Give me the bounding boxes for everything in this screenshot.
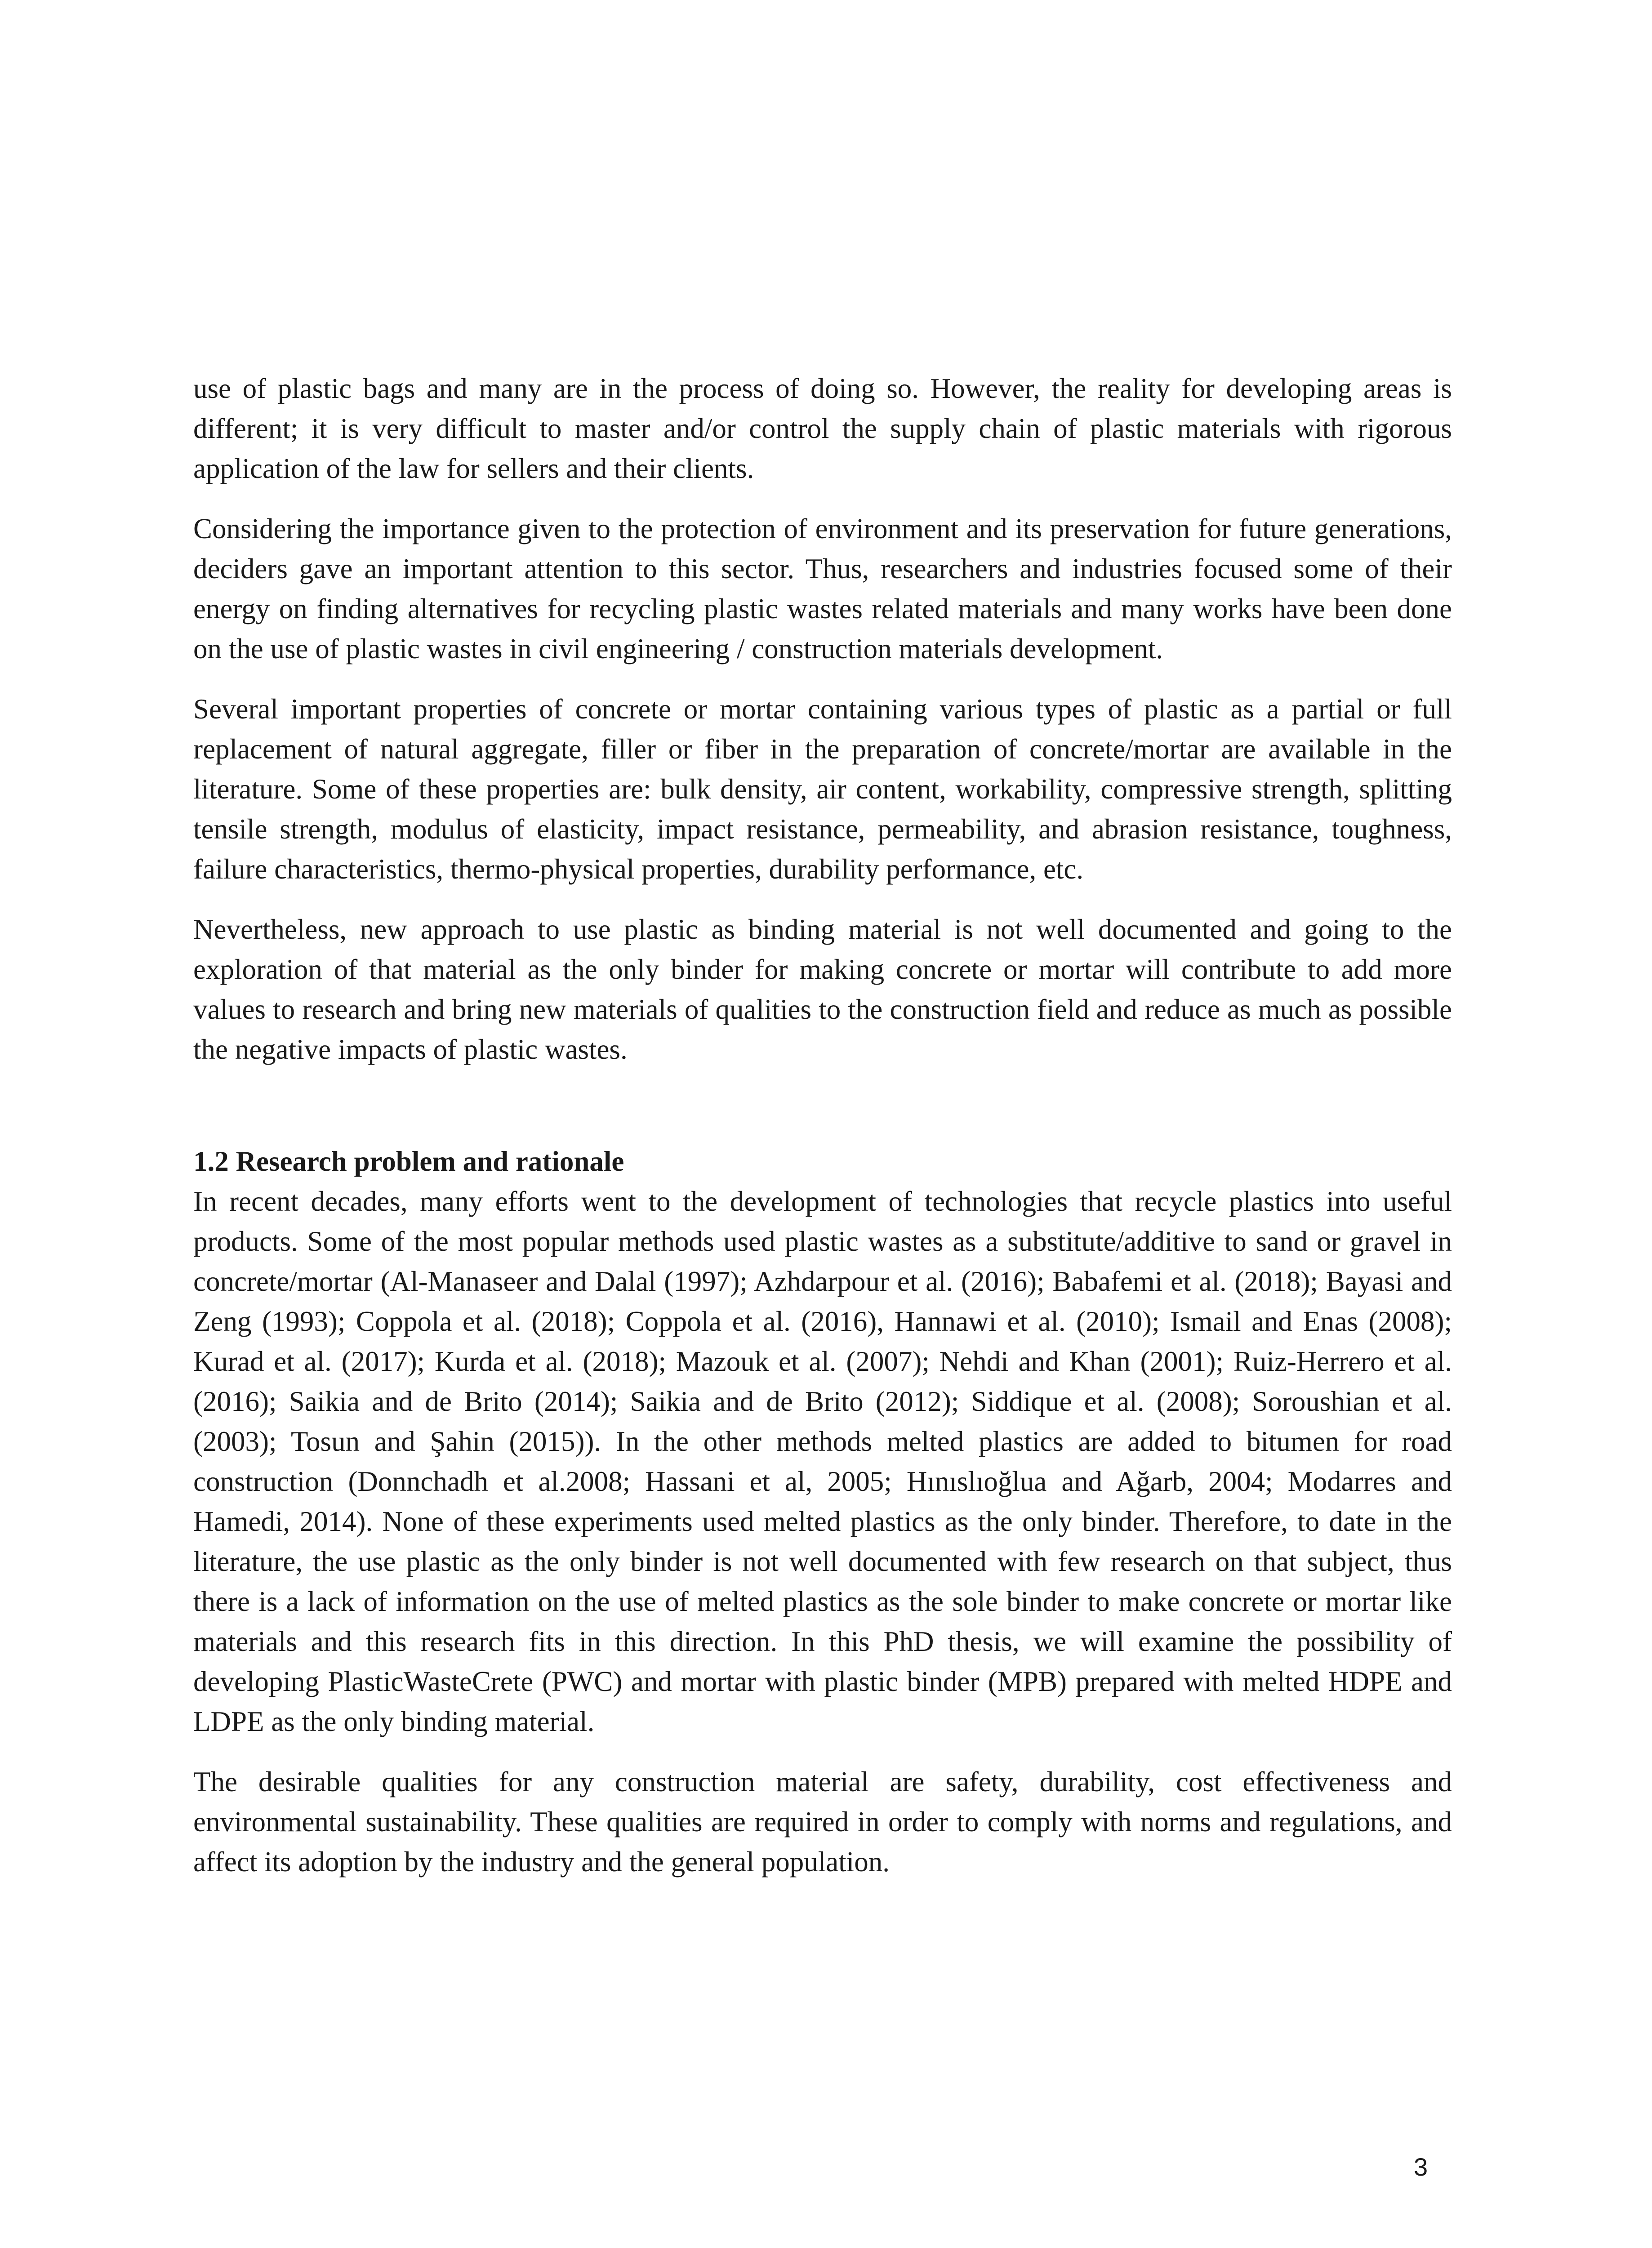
paragraph-plastic-bags: use of plastic bags and many are in the process of doing so. However, the reality for developing areas is different; it is very difficult to master and/or control the supply chain of plastic materials with rigorous application of the law for sellers and their clients. — [193, 373, 1452, 484]
paragraph-plastic-binder-approach: Nevertheless, new approach to use plastic as binding material is not well documented and going to the exploration of that material as the only binder for making concrete or mortar will contribute to add more values to research and bring new materials of qualities to the construction field and reduce as much as possible the negative impacts of plastic wastes. — [193, 914, 1452, 1065]
paragraph-research-problem: In recent decades, many efforts went to the development of technologies that recycle plastics into useful products. Some of the most popular methods used plastic wastes as a substitute/additive to sand or gravel in concrete/mortar (Al-Manaseer and Dalal (1997); Azhdarpour et al. (2016); Babafemi et al. (2018); Bayasi and Zeng (1993); Coppola et al. (2018); Coppola et al. (2016), Hannawi et al. (2010); Ismail and Enas (2008); Kurad et al. (2017); Kurda et al. (2018); Mazouk et al. (2007); Nehdi and Khan (2001); Ruiz-Herrero et al. (2016); Saikia and de Brito (2014); Saikia and de Brito (2012); Siddique et al. (2008); Soroushian et al. (2003); Tosun and Şahin (2015)). In the other methods melted plastics are added to bitumen for road construction (Donnchadh et al.2008; Hassani et al, 2005; Hınıslıoğlua and Ağarb, 2004; Modarres and Hamedi, 2014). None of these experiments used melted plastics as the only binder. Therefore, to date in the literature, the use plastic as the only binder is not well documented with few research on that subject, thus there is a lack of information on the use of melted plastics as the sole binder to make concrete or mortar like materials and this research fits in this direction. In this PhD thesis, we will examine the possibility of developing PlasticWasteCrete (PWC) and mortar with plastic binder (MPB) prepared with melted HDPE and LDPE as the only binding material. — [193, 1186, 1452, 1737]
paragraph-environment-protection: Considering the importance given to the protection of environment and its preservation for future generations, deciders gave an important attention to this sector. Thus, researchers and industries focused some of their energy on finding alternatives for recycling plastic wastes related materials and many works have been done on the use of plastic wastes in civil engineering / construction materials development. — [193, 513, 1452, 665]
section-heading: 1.2 Research problem and rationale — [193, 1146, 624, 1177]
paragraph-concrete-properties: Several important properties of concrete or mortar containing various types of plastic as a partial or full replacement of natural aggregate, filler or fiber in the preparation of concrete/mortar are available in the literature. Some of these properties are: bulk density, air content, workability, compressive strength, splitting tensile strength, modulus of elasticity, impact resistance, permeability, and abrasion resistance, toughness, failure characteristics, thermo-physical properties, durability performance, etc. — [193, 693, 1452, 885]
page-body — [193, 369, 1452, 1902]
page-number: 3 — [1414, 2153, 1428, 2181]
paragraph-desirable-qualities: The desirable qualities for any construction material are safety, durability, cost effectiveness and environmental sustainability. These qualities are required in order to comply with norms and regulations, and affect its adoption by the industry and the general population. — [193, 1766, 1452, 1878]
